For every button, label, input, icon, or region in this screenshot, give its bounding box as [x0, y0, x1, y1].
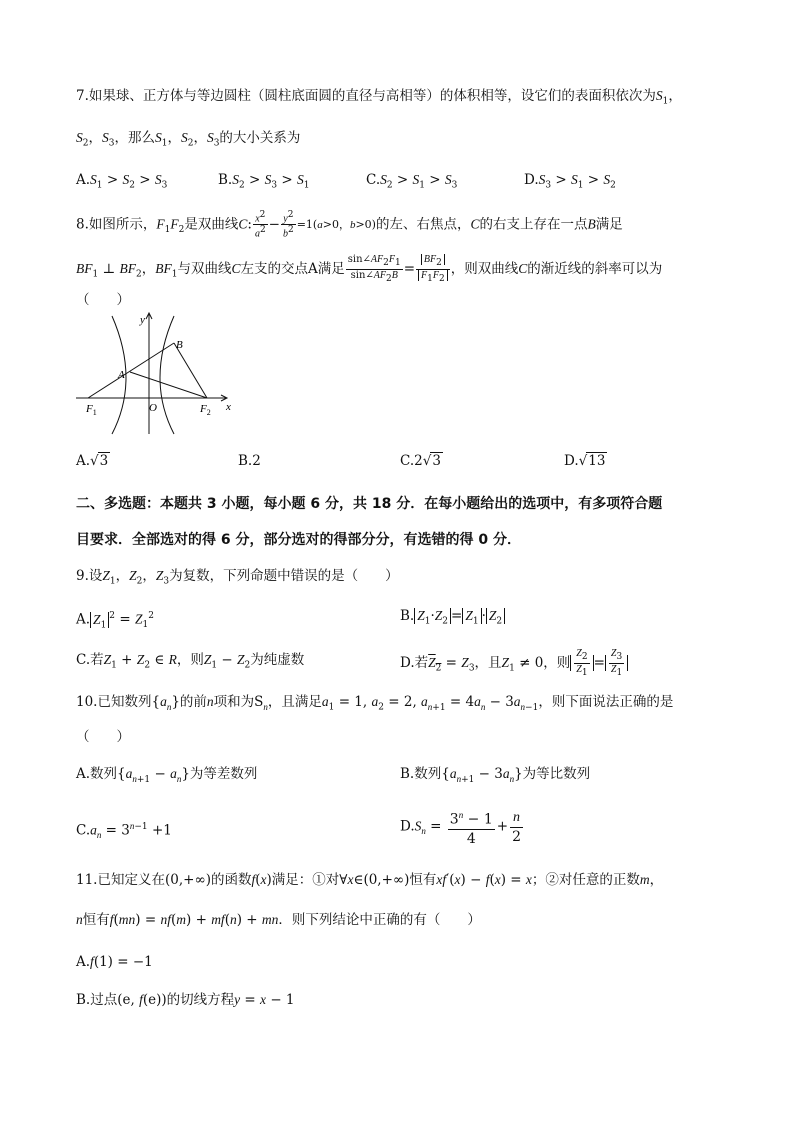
- q10-option-c: $C.a_n = 3^{n-1} +1$: [76, 821, 172, 841]
- q10-option-b: B.数列$\{a_{n+1} - 3a_n\}$为等比数列: [400, 766, 591, 785]
- label-b: B: [176, 339, 183, 351]
- q7-option-b: $B.S_2 > S_3 > S_1$: [218, 172, 310, 191]
- q7-option-d: $D.S_3 > S_1 > S_2$: [524, 172, 616, 191]
- label-o: O: [149, 402, 157, 414]
- q8-stem-line1: 8.如图所示，$F_1F_2$是双曲线C: $\frac{x^2}{a^2}$ − $\frac{y^2}{b^2}$ =1(a>0，b>0)的左、右焦点，C的右支上存在一点B满足: [76, 210, 623, 240]
- q11-option-a: A.f(1) = −1: [76, 954, 153, 970]
- q11-option-b: B.过点(e, f(e))的切线方程y = x − 1: [76, 992, 295, 1008]
- section2-heading-line1: 二、多选题：本题共 3 小题，每小题 6 分，共 18 分．在每小题给出的选项中，有多项符合题: [76, 496, 663, 512]
- q10-paren: （ ）: [76, 729, 130, 745]
- q9-option-d: D.若$Z_2 = Z_3$，且$Z_1 \ne 0$，则 $\frac{Z_2}{Z_1}$ = $\frac{Z_3}{Z_1}$: [400, 648, 628, 679]
- hyperbola-figure: [70, 310, 240, 440]
- q7-stem-line2: $S_2$，$S_3$，那么$S_1$，$S_2$，$S_3$的大小关系为: [76, 130, 301, 149]
- label-y: y: [140, 314, 145, 326]
- q7-stem-line1: 7.如果球、正方体与等边圆柱（圆柱底面圆的直径与高相等）的体积相等，设它们的表面积依次为$S_1$，: [76, 88, 682, 107]
- q11-stem-line2: n恒有f(mn) = nf(m) + mf(n) + mn．则下列结论中正确的有（ ）: [76, 912, 481, 928]
- q10-option-d: $D.S_n$ = $\frac{3^n - 1}{4}$ + $\frac{n}{2}$: [400, 806, 525, 848]
- section2-heading-line2: 目要求．全部选对的得 6 分，部分选对的得部分分，有选错的得 0 分．: [76, 532, 521, 548]
- q8-option-a: A.√3: [76, 453, 109, 469]
- q9-option-b: B. $Z_1\cdot Z_2 = Z_1 \cdot Z_2$: [400, 606, 505, 632]
- q7-option-c: $C.S_2 > S_1 > S_3$: [366, 172, 458, 191]
- q9-stem: 9.设$Z_1$，$Z_2$，$Z_3$为复数，下列命题中错误的是（ ）: [76, 568, 399, 587]
- q8-option-b: B.2: [238, 453, 261, 469]
- q9-option-a: A. $Z_1^2 = Z_1^2$: [76, 611, 154, 631]
- label-f1: $F_1$: [86, 403, 97, 417]
- label-x: x: [226, 401, 231, 413]
- label-a: A: [118, 369, 125, 381]
- q8-stem-line2: $BF_1$ ⊥ $BF_2$，$BF_1$与双曲线C左支的交点A满足 $\frac{\sin\angle AF_2F_1}{\sin\angle AF_2B}$ = $\frac{BF_2}{F_1F_2}$ ，则双曲线C的渐近线的斜率可以为: [76, 254, 663, 284]
- q9-option-c: C.若$Z_1 + Z_2$ ∈ R，则$Z_1 - Z_2$为纯虚数: [76, 652, 305, 671]
- q8-option-d: D.√13: [564, 453, 606, 469]
- q8-paren: （ ）: [76, 292, 130, 308]
- line-a-f2: [130, 372, 207, 398]
- q8-option-c: C.2√3: [400, 453, 441, 469]
- q7-option-a: $A.S_1 > S_2 > S_3$: [76, 172, 168, 191]
- q10-stem: 10.已知数列$\{a_n\}$的前n项和为$S_n$，且满足$a_1 = 1$, $a_2 = 2$, $a_{n+1} = 4a_n - 3a_{n-1}$，则下面说法正确的是: [76, 694, 674, 713]
- q11-stem-line1: 11.已知定义在(0,+∞)的函数f(x)满足：①对∀x∈(0,+∞)恒有xf′(x) − f(x) = x；②对任意的正数m，: [76, 872, 664, 888]
- line-b-f2: [174, 343, 207, 398]
- q10-option-a: A.数列$\{a_{n+1} - a_n\}$为等差数列: [76, 766, 258, 785]
- label-f2: $F_2$: [200, 403, 211, 417]
- hyperbola-right-branch: [160, 316, 174, 434]
